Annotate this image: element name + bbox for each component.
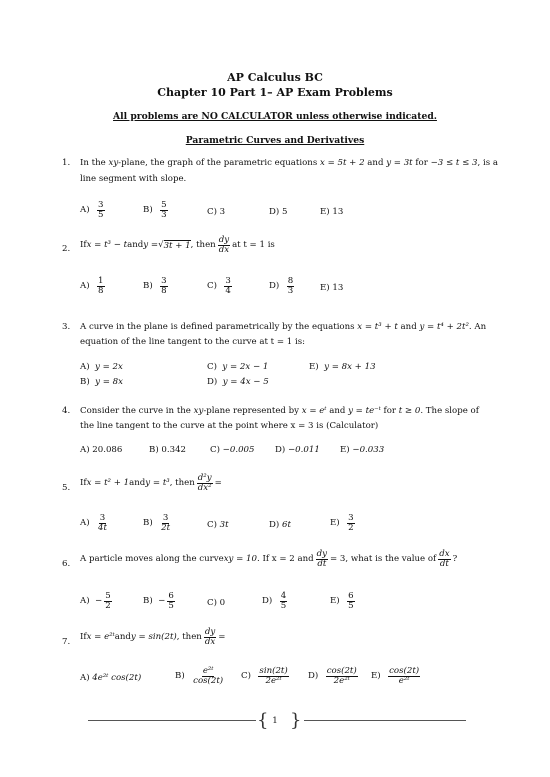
question-text: A particle moves along the curve xy = 10 . If x = 2 and $\frac{dy}{dt}$ = 3 , what is the value of $\frac{dx}{dt}$ ? (80, 549, 458, 570)
option-a: A) $\frac{1}{8}$ (80, 276, 104, 297)
option-a: A) $\frac{3}{4t}$ (80, 513, 107, 534)
question-text: In the xy-plane, the graph of the parametric equations x = 5t + 2 and y = 3t for −3 ≤ t ≤ 3, is a (80, 158, 498, 168)
option-b: B) $\frac{\text{e²ᵗ}}{\cos(2t)}$ (175, 666, 224, 687)
question-number: 5. (62, 483, 71, 493)
sqrt-icon: √ (158, 240, 164, 251)
option-c: C) 3t (207, 520, 229, 530)
option-c: C) 0 (207, 598, 226, 608)
question-text: If x = t³ − t and y = √ 3t + 1 , then $\frac{dy}{dx}$ at t = 1 is (80, 235, 275, 256)
option-d: D) 6t (269, 520, 291, 530)
question-text: If x = e²ᵗ and y = sin(2t) , then $\frac{dy}{dx}$ = (80, 627, 226, 648)
option-d: D) 5 (269, 207, 288, 217)
option-c: C) $\frac{3}{4}$ (207, 276, 231, 297)
option-b: B) $\frac{3}{8}$ (143, 276, 167, 297)
chapter-title: Chapter 10 Part 1– AP Exam Problems (157, 86, 393, 99)
option-d: D) $\frac{4}{5}$ (262, 591, 287, 612)
option-a: A) 20.086 (80, 445, 123, 455)
section-heading: Parametric Curves and Derivatives (185, 135, 365, 146)
option-e: E) −0.033 (340, 445, 385, 455)
right-brace-icon: } (290, 710, 302, 731)
option-b: B) 0.342 (149, 445, 187, 455)
page-number: 1 (272, 716, 278, 726)
question-number: 3. (62, 322, 71, 332)
question-text: A curve in the plane is defined parametrically by the equations x = t³ + t and y = t⁴ + 2t². An (80, 322, 487, 332)
option-c: C) 3 (207, 207, 226, 217)
option-a: A) y = 2x (80, 362, 123, 372)
calculator-notice: All problems are NO CALCULATOR unless otherwise indicated. (113, 111, 437, 122)
option-b: B) − $\frac{6}{5}$ (143, 591, 174, 612)
option-a: A) 4e²ᵗ cos(2t) (80, 673, 142, 683)
option-e: E) $\frac{6}{5}$ (330, 591, 354, 612)
option-a: A) − $\frac{5}{2}$ (80, 591, 111, 612)
option-d: D) y = 4x − 5 (207, 377, 269, 387)
question-number: 1. (62, 158, 71, 168)
question-number: 7. (62, 637, 71, 647)
option-e: E) 13 (320, 207, 344, 217)
question-number: 6. (62, 559, 71, 569)
question-text: Consider the curve in the xy-plane represented by x = eᵗ and y = te⁻ᵗ for t ≥ 0. The slope of (80, 406, 479, 416)
option-c: C) −0.005 (210, 445, 255, 455)
question-text-line2: the line tangent to the curve at the point where x = 3 is (Calculator) (80, 421, 379, 431)
question-text: If x = t² + 1 and y = t³ , then $\frac{\text{d²y}}{\text{dx²}}$ = (80, 473, 222, 494)
option-c: C) $\frac{\sin(2t)}{\text{2e²ᵗ}}$ (241, 666, 288, 687)
option-a: A) $\frac{3}{5}$ (80, 200, 104, 221)
option-d: D) −0.011 (275, 445, 320, 455)
question-text-line2: line segment with slope. (80, 174, 187, 184)
option-d: D) $\frac{\cos(2t)}{\text{2e²ᵗ}}$ (308, 666, 357, 687)
question-text-line2: equation of the line tangent to the curve at t = 1 is: (80, 337, 306, 347)
option-e: E) $\frac{3}{2}$ (330, 513, 354, 534)
option-d: D) $\frac{8}{3}$ (269, 276, 294, 297)
course-title: AP Calculus BC (227, 71, 323, 84)
option-b: B) $\frac{5}{3}$ (143, 200, 167, 221)
option-e: E) y = 8x + 13 (309, 362, 376, 372)
question-number: 4. (62, 406, 71, 416)
option-e: E) $\frac{\cos(2t)}{\text{e²ᵗ}}$ (371, 666, 420, 687)
option-b: B) y = 8x (80, 377, 123, 387)
option-c: C) y = 2x − 1 (207, 362, 269, 372)
question-number: 2. (62, 244, 71, 254)
option-e: E) 13 (320, 283, 344, 293)
left-brace-icon: { (257, 710, 269, 731)
option-b: B) $\frac{3}{2t}$ (143, 513, 171, 534)
